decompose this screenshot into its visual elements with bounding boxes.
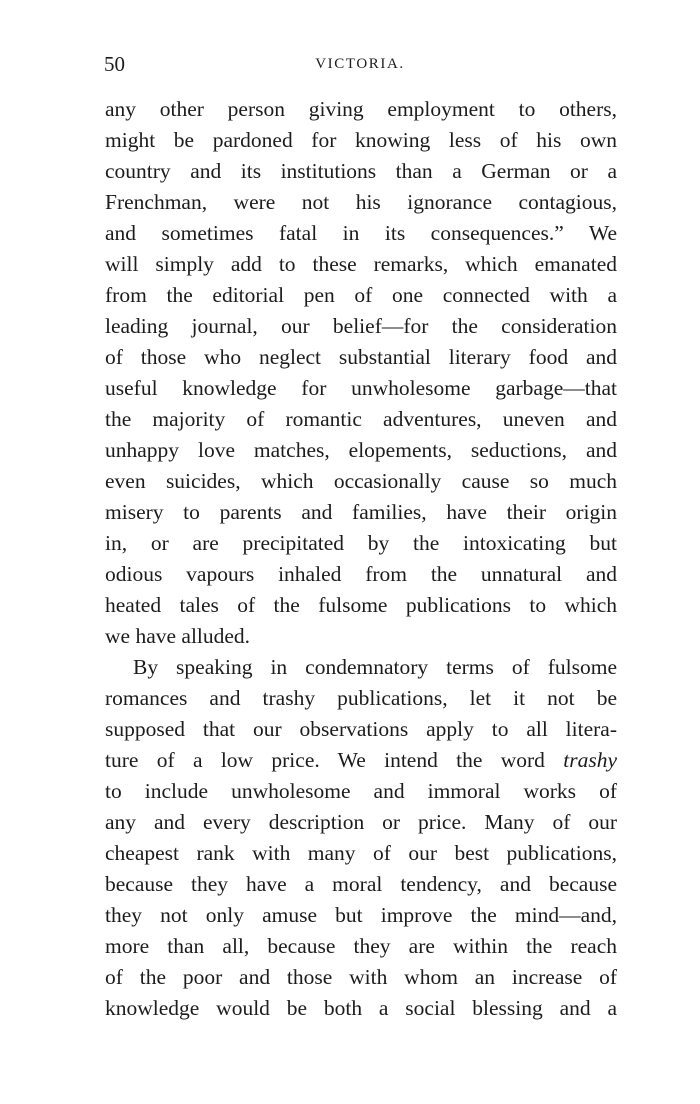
text-line: cheapest rank with many of our best publications, xyxy=(105,841,617,865)
line-text: ture of a low price. We intend the word xyxy=(105,748,564,772)
paragraph-end-line: we have alluded. xyxy=(105,624,251,648)
page-header xyxy=(104,50,616,78)
text-line: Frenchman, were not his ignorance contagious, xyxy=(105,190,617,214)
text-line: heated tales of the fulsome publications to which xyxy=(105,593,617,617)
running-title: VICTORIA. xyxy=(315,56,405,72)
text-line: more than all, because they are within the reach xyxy=(105,934,617,958)
text-line: misery to parents and families, have their origin xyxy=(105,500,617,524)
text-line: country and its institutions than a German or a xyxy=(105,159,617,183)
text-line: they not only amuse but improve the mind—and, xyxy=(105,903,617,927)
text-line: of the poor and those with whom an increase of xyxy=(105,965,617,989)
italic-word: trashy xyxy=(563,748,617,772)
text-line: the majority of romantic adventures, uneven and xyxy=(105,407,617,431)
paragraph-start-line: By speaking in condemnatory terms of fulsome xyxy=(133,655,617,679)
text-line: from the editorial pen of one connected with a xyxy=(105,283,617,307)
text-line: might be pardoned for knowing less of his own xyxy=(105,128,617,152)
text-line-with-italic xyxy=(105,745,617,776)
text-line: of those who neglect substantial literary food and xyxy=(105,345,617,369)
text-line: to include unwholesome and immoral works of xyxy=(105,779,617,803)
text-line: will simply add to these remarks, which emanated xyxy=(105,252,617,276)
text-line: knowledge would be both a social blessing and a xyxy=(105,996,617,1020)
text-line: supposed that our observations apply to all litera- xyxy=(105,717,617,741)
text-line: and sometimes fatal in its consequences.” We xyxy=(105,221,617,245)
text-line: leading journal, our belief—for the consideration xyxy=(105,314,617,338)
text-line: even suicides, which occasionally cause so much xyxy=(105,469,617,493)
text-line: useful knowledge for unwholesome garbage—that xyxy=(105,376,617,400)
text-line: any other person giving employment to others, xyxy=(105,97,617,121)
page-number: 50 xyxy=(104,52,125,76)
text-line: any and every description or price. Many of our xyxy=(105,810,617,834)
body-text xyxy=(105,94,617,1024)
text-line: because they have a moral tendency, and because xyxy=(105,872,617,896)
text-line: unhappy love matches, elopements, seductions, and xyxy=(105,438,617,462)
text-line: odious vapours inhaled from the unnatural and xyxy=(105,562,617,586)
text-line: in, or are precipitated by the intoxicating but xyxy=(105,531,617,555)
text-line: romances and trashy publications, let it not be xyxy=(105,686,617,710)
